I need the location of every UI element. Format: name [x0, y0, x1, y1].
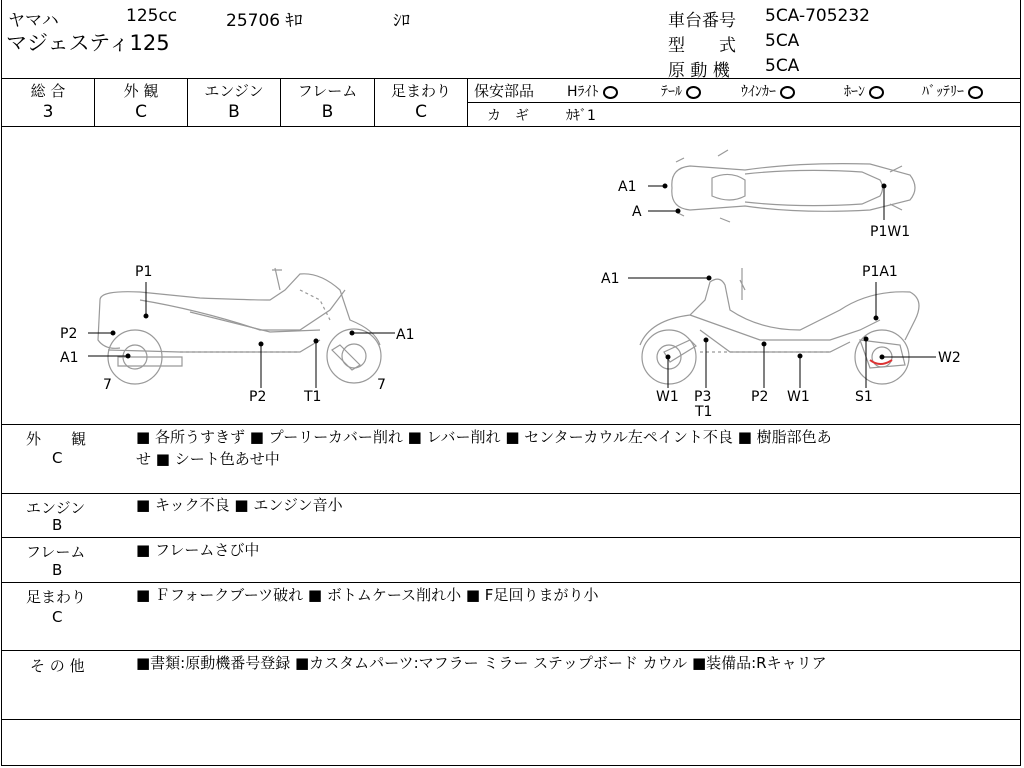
- engine-section-grade: B: [52, 516, 63, 534]
- label-left-a1: A1: [60, 350, 79, 366]
- frame-no: 5CA-705232: [765, 6, 870, 26]
- displacement: 125cc: [126, 6, 178, 26]
- label-right-p3: P3: [694, 389, 712, 405]
- engine-section-text: ■ キック不良 ■ エンジン音小: [136, 496, 343, 514]
- ok-circle-icon: [780, 86, 795, 99]
- label-right-w1a: W1: [656, 389, 679, 405]
- color: ｼﾛ: [393, 11, 410, 31]
- label-left-p1: P1: [135, 264, 153, 280]
- divider: [467, 102, 1021, 103]
- label-left-7a: 7: [103, 377, 112, 393]
- grade-suspension-value: C: [415, 102, 427, 122]
- label-left-p2b: P2: [249, 389, 267, 405]
- label-right-w1b: W1: [787, 389, 810, 405]
- label-right-a1: A1: [601, 271, 620, 287]
- label-left-7b: 7: [377, 377, 386, 393]
- divider: [1, 582, 1021, 583]
- divider: [467, 78, 468, 126]
- safety-headlight: Hﾗｲﾄ: [567, 81, 618, 101]
- divider: [1, 537, 1021, 538]
- safety-battery: ﾊﾞｯﾃﾘｰ: [922, 81, 983, 101]
- ok-circle-icon: [968, 86, 983, 99]
- grade-exterior-value: C: [135, 102, 147, 122]
- grade-total-label: 総 合: [30, 82, 66, 100]
- exterior-text-1: ■ 各所うすきず ■ プーリーカバー削れ ■ レバー削れ ■ センターカウル左ペイント不良 ■ 樹脂部色あ: [136, 428, 832, 446]
- frame-section-grade: B: [52, 561, 63, 579]
- key-value: ｶｷﾞ1: [566, 108, 596, 124]
- grade-engine-label: エンジン: [204, 82, 264, 100]
- suspension-section-grade: C: [52, 608, 63, 626]
- label-right-s1: S1: [855, 389, 873, 405]
- type-label: 型 式: [668, 36, 736, 56]
- ok-circle-icon: [686, 86, 701, 99]
- safety-title: 保安部品: [474, 82, 535, 100]
- maker: ヤマハ: [8, 11, 59, 31]
- ok-circle-icon: [869, 86, 884, 99]
- divider: [1, 424, 1021, 425]
- safety-tail: ﾃｰﾙ: [661, 81, 701, 101]
- suspension-section-label: 足まわり: [26, 588, 87, 606]
- divider: [1, 78, 1021, 79]
- frame-section-label: フレーム: [26, 543, 86, 561]
- suspension-section-text: ■ Ｆフォークブーツ破れ ■ ボトムケース削れ小 ■ F足回りまがり小: [136, 586, 599, 604]
- other-section-text: ■書類:原動機番号登録 ■カスタムパーツ:マフラー ミラー ステップボード カウル ■装備品:Rキャリア: [136, 654, 827, 672]
- mileage: 25706 ｷﾛ: [226, 11, 303, 31]
- safety-horn: ﾎｰﾝ: [844, 81, 884, 101]
- engine-label: 原 動 機: [668, 61, 730, 81]
- engine-value: 5CA: [765, 56, 800, 76]
- model-name: マジェスティ125: [6, 31, 170, 55]
- grade-total-value: 3: [42, 102, 54, 122]
- exterior-text-2: せ ■ シート色あせ中: [136, 450, 280, 468]
- label-top-a1: A1: [618, 179, 637, 195]
- exterior-grade: C: [52, 449, 63, 467]
- label-top-a: A: [632, 204, 642, 220]
- grade-engine-value: B: [228, 102, 240, 122]
- engine-section-label: エンジン: [26, 499, 86, 517]
- other-section-label: そ の 他: [30, 657, 85, 675]
- label-right-w2: W2: [938, 350, 961, 366]
- frame-no-label: 車台番号: [668, 11, 736, 31]
- label-right-p1a1: P1A1: [862, 264, 898, 280]
- label-left-p2: P2: [60, 326, 78, 342]
- divider: [1, 650, 1021, 651]
- safety-winker: ｳｲﾝｶｰ: [741, 81, 795, 101]
- grade-frame-label: フレーム: [297, 82, 358, 100]
- ok-circle-icon: [603, 86, 618, 99]
- label-left-a1r: A1: [396, 327, 415, 343]
- label-right-p2: P2: [751, 389, 769, 405]
- damage-diagram: [0, 127, 1022, 423]
- label-left-t1: T1: [304, 389, 322, 405]
- grade-frame-value: B: [321, 102, 334, 122]
- label-top-p1w1: P1W1: [870, 224, 911, 240]
- key-label: カ ギ: [487, 108, 529, 124]
- grade-suspension-label: 足まわり: [390, 82, 451, 100]
- frame-section-text: ■ フレームさび中: [136, 541, 260, 559]
- exterior-label: 外 観: [26, 430, 87, 448]
- type-value: 5CA: [765, 31, 800, 51]
- label-right-t1: T1: [695, 404, 713, 420]
- grade-exterior-label: 外 観: [123, 82, 159, 100]
- divider: [1, 719, 1021, 720]
